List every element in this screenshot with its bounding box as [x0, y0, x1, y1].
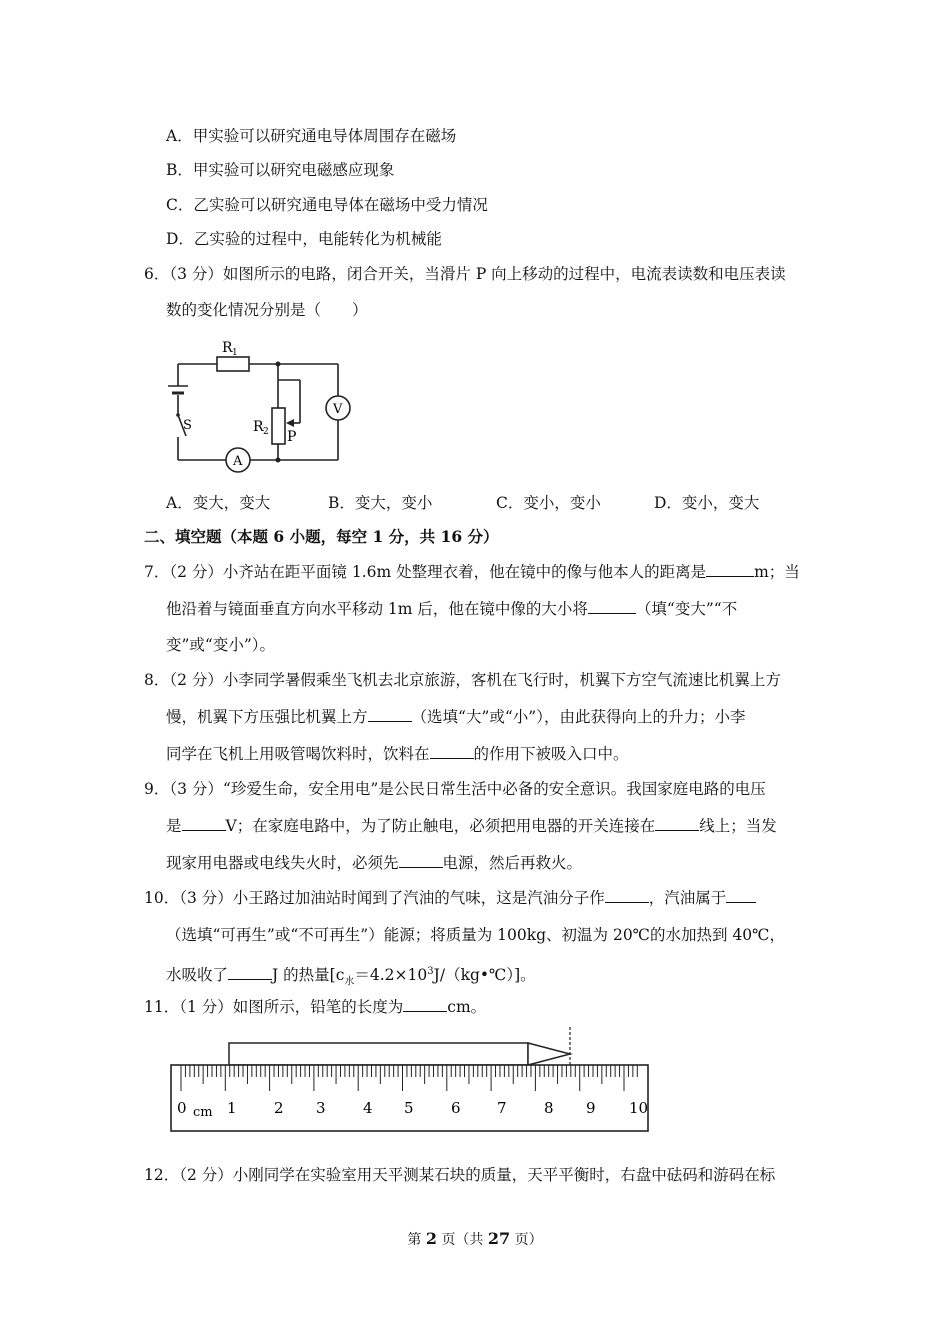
- ruler-number: 7: [497, 1099, 507, 1117]
- q8-blank-1[interactable]: [368, 706, 412, 722]
- ruler-number: 6: [451, 1099, 461, 1117]
- q5-option-d: D．乙实验的过程中，电能转化为机械能: [166, 230, 442, 248]
- q7-text-2b: （填“变大”“不: [635, 600, 738, 618]
- q10-superscript: 3: [427, 966, 434, 977]
- r2-rheostat: [272, 408, 285, 444]
- r1-label: R: [222, 340, 233, 356]
- q10-line3: [166, 961, 536, 993]
- q7-line3: 变”或“变小”）。: [166, 636, 276, 654]
- q10-text-1b: ，汽油属于: [648, 889, 727, 907]
- ruler-number: 1: [227, 1099, 237, 1117]
- voltmeter-label: V: [333, 402, 343, 417]
- r1-subscript: 1: [232, 348, 238, 358]
- q11-blank-1[interactable]: [403, 996, 447, 1012]
- q9-blank-3[interactable]: [399, 852, 443, 868]
- q6-stem-line1: 6．（3 分）如图所示的电路，闭合开关，当滑片 P 向上移动的过程中，电流表读数和电压表读: [144, 265, 786, 283]
- q9-blank-1[interactable]: [182, 815, 226, 831]
- q6-circuit-diagram: [160, 335, 360, 475]
- q11-text-1a: 11．（1 分）如图所示，铅笔的长度为: [144, 998, 404, 1016]
- ruler-unit-label: cm: [193, 1105, 213, 1120]
- q10-line2: （选填“可再生”或“不可再生”）能源；将质量为 100kg、初温为 20℃的水加热到 40℃，: [166, 926, 786, 944]
- q5-option-a: A．甲实验可以研究通电导体周围存在磁场: [166, 127, 457, 145]
- switch-label: S: [183, 418, 192, 433]
- footer-suffix: 页）: [514, 1232, 543, 1248]
- q7-line1: [144, 561, 800, 583]
- footer-page-number: 2: [425, 1229, 437, 1248]
- q8-text-3b: 的作用下被吸入口中。: [473, 745, 629, 763]
- ruler-number: 5: [404, 1099, 414, 1117]
- q10-text-3a: 水吸收了: [166, 966, 229, 985]
- footer-total-pages: 27: [487, 1229, 511, 1248]
- q8-text-2a: 慢，机翼下方压强比机翼上方: [166, 708, 368, 726]
- q9-text-2b: V；在家庭电路中，为了防止触电，必须把用电器的开关连接在: [225, 817, 656, 835]
- ruler-number: 2: [274, 1099, 284, 1117]
- q11-text-1b: cm。: [447, 998, 487, 1016]
- q7-line2: [166, 598, 737, 620]
- slider-p-label: P: [287, 429, 297, 445]
- q10-subscript: 水: [344, 976, 355, 988]
- q6-option-d: D．变小，变大: [654, 494, 760, 512]
- ruler-number: 10: [629, 1099, 649, 1117]
- q7-text-1a: 7．（2 分）小齐站在距平面镜 1.6m 处整理衣着，他在镜中的像与他本人的距离是: [144, 563, 707, 581]
- q7-blank-1[interactable]: [706, 561, 754, 577]
- q11-line1: [144, 996, 486, 1018]
- pencil-tip: [528, 1043, 570, 1065]
- page-footer: [0, 1229, 950, 1249]
- q10-blank-1[interactable]: [605, 887, 649, 903]
- footer-prefix: 第: [407, 1232, 422, 1248]
- ruler-number: 8: [544, 1099, 554, 1117]
- q8-text-2b: （选填“大”或“小”），由此获得向上的升力；小李: [411, 708, 746, 726]
- q10-line1: [144, 887, 756, 909]
- ruler-number: 4: [363, 1099, 373, 1117]
- r1-resistor: [217, 357, 249, 371]
- q8-line3: [166, 743, 629, 765]
- q8-text-3a: 同学在飞机上用吸管喝饮料时，饮料在: [166, 745, 430, 763]
- q9-text-3a: 现家用电器或电线失火时，必须先: [166, 854, 399, 872]
- q8-blank-2[interactable]: [430, 743, 474, 759]
- q7-blank-2[interactable]: [588, 598, 636, 614]
- q6-option-a: A．变大，变大: [166, 494, 271, 512]
- q8-line2: [166, 706, 745, 728]
- q5-option-c: C．乙实验可以研究通电导体在磁场中受力情况: [166, 196, 488, 214]
- q12-line1: 12．（2 分）小刚同学在实验室用天平测某石块的质量，天平平衡时，右盘中砝码和游码在标: [144, 1166, 776, 1184]
- ammeter-label: A: [233, 454, 243, 469]
- q9-line2: [166, 815, 777, 837]
- q10-text-3d: J/（kg•℃）]。: [433, 966, 536, 985]
- section-2-title: 二、填空题（本题 6 小题，每空 1 分，共 16 分）: [144, 527, 499, 546]
- q7-text-2a: 他沿着与镜面垂直方向水平移动 1m 后，他在镜中像的大小将: [166, 600, 588, 618]
- r2-label: R: [253, 419, 264, 435]
- q6-option-b: B．变大，变小: [328, 494, 433, 512]
- q10-blank-3[interactable]: [228, 964, 272, 980]
- q9-text-3b: 电源，然后再救火。: [442, 854, 583, 872]
- r2-subscript: 2: [263, 427, 269, 437]
- q9-line3: [166, 852, 582, 874]
- q8-line1: 8．（2 分）小李同学暑假乘坐飞机去北京旅游，客机在飞行时，机翼下方空气流速比机翼上方: [144, 671, 781, 689]
- q9-line1: 9．（3 分）“珍爱生命，安全用电”是公民日常生活中必备的安全意识。我国家庭电路的电压: [144, 780, 766, 798]
- pencil-body: [229, 1043, 528, 1065]
- q7-text-1b: m；当: [754, 563, 800, 581]
- q9-blank-2[interactable]: [655, 815, 699, 831]
- footer-mid: 页（共: [441, 1232, 484, 1248]
- ruler-diagram: [160, 1025, 660, 1137]
- ruler-number: 3: [316, 1099, 326, 1117]
- q10-blank-2[interactable]: [726, 887, 756, 903]
- q5-option-b: B．甲实验可以研究电磁感应现象: [166, 161, 395, 179]
- q6-stem-line2: 数的变化情况分别是（ ）: [166, 301, 368, 319]
- q10-text-3b: J 的热量[c: [272, 966, 345, 985]
- q9-text-2a: 是: [166, 817, 182, 835]
- ruler-number: 9: [586, 1099, 596, 1117]
- q9-text-2c: 线上；当发: [699, 817, 777, 835]
- q10-text-3c: ＝4.2×10: [354, 966, 428, 985]
- ruler-number: 0: [177, 1099, 187, 1117]
- q6-option-c: C．变小，变小: [496, 494, 601, 512]
- q10-text-1a: 10．（3 分）小王路过加油站时闻到了汽油的气味，这是汽油分子作: [144, 889, 605, 907]
